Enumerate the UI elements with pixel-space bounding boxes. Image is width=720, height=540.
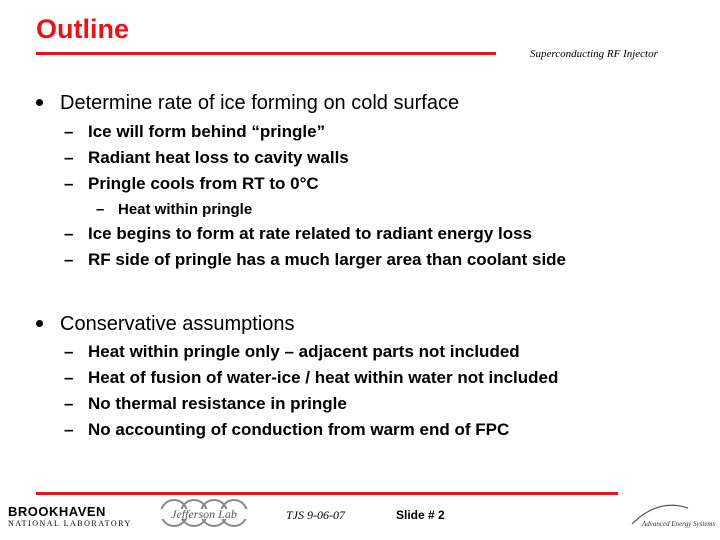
section1-item-4: – Ice begins to form at rate related to radiant energy loss [64,224,533,243]
bullet-section1 [36,92,459,115]
aes-logo [628,496,716,535]
bullet-section2 [36,313,295,336]
jlab-name: Jefferson Lab [171,507,237,521]
jlab-emblem-icon [138,497,274,529]
jefferson-lab-logo [138,497,274,534]
bnl-subtitle: NATIONAL LABORATORY [8,519,132,528]
footer-date: TJS 9-06-07 [286,508,345,522]
bnl-name: BROOKHAVEN [8,504,106,519]
slide-subtitle: Superconducting RF Injector [530,48,658,60]
aes-name: Advanced Energy Systems [642,520,716,528]
section1-item-1: – Ice will form behind “pringle” [64,122,326,141]
brookhaven-logo [8,504,132,528]
aes-emblem-icon [628,496,716,530]
section1-heading: Determine rate of ice forming on cold surface [60,92,460,114]
title-rule [36,52,496,55]
section2-heading: Conservative assumptions [60,313,295,335]
section2-item-1: – Heat within pringle only – adjacent parts not included [64,342,520,361]
slide-number: Slide # 2 [396,508,445,522]
section1-subitem: – Heat within pringle [96,201,253,218]
section2-item-4: – No accounting of conduction from warm end of FPC [64,420,510,439]
section1-item-5: – RF side of pringle has a much larger area than coolant side [64,250,567,269]
bullet-dot-icon [36,320,43,327]
slide-title: Outline [36,14,129,44]
section2-item-2: – Heat of fusion of water-ice / heat within water not included [64,368,559,387]
section1-item-3: – Pringle cools from RT to 0°C [64,174,319,193]
footer-rule [36,492,618,495]
section1-item-2: – Radiant heat loss to cavity walls [64,148,349,167]
section2-item-3: – No thermal resistance in pringle [64,394,347,413]
bullet-dot-icon [36,99,43,106]
